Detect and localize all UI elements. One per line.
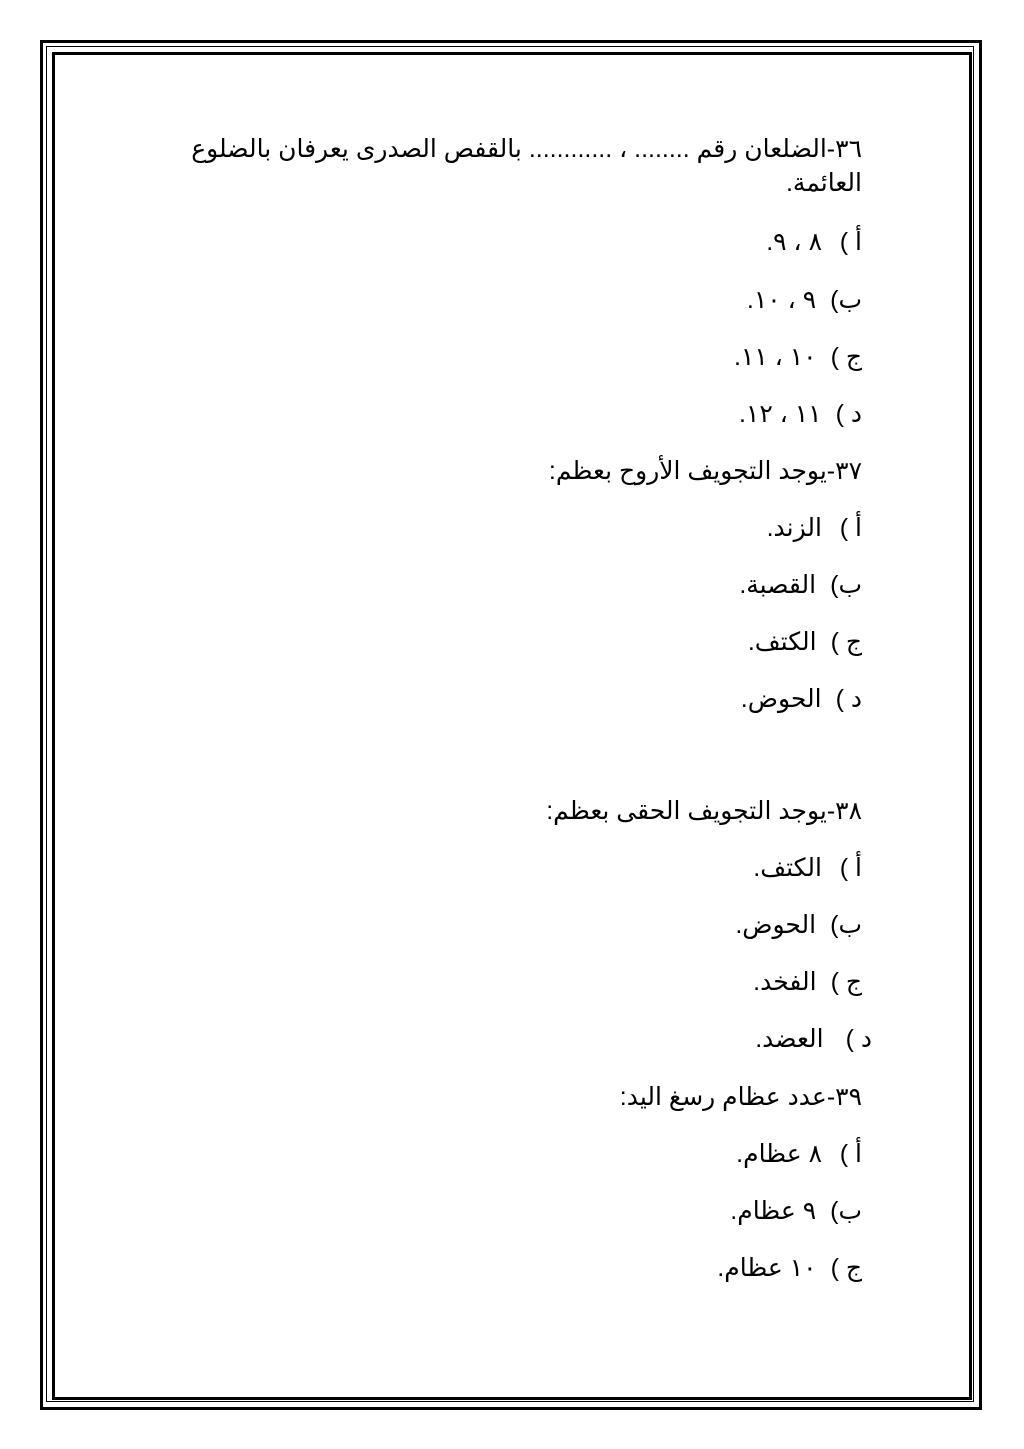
option-text: ٩ عظام.: [730, 1197, 817, 1225]
question-37-text: ٣٧-يوجد التجويف الأروح بعظم:: [548, 457, 862, 485]
option-letter: د ): [835, 400, 862, 428]
question-38-option-d: [755, 1024, 872, 1054]
question-38-option-b: [735, 910, 862, 940]
option-letter: ج ): [830, 628, 862, 656]
option-text: القصبة.: [739, 571, 817, 599]
option-text: الحوض.: [735, 911, 817, 939]
option-letter: ج ): [830, 968, 862, 996]
option-text: ٨ عظام.: [736, 1140, 822, 1168]
option-text: العضد.: [755, 1025, 824, 1053]
option-letter: ب): [830, 911, 862, 939]
option-letter: د ): [835, 685, 862, 713]
option-text: ٩ ، ١٠.: [746, 286, 817, 314]
question-36-text: ٣٦-الضلعان رقم ........ ، ............ بالقفص الصدرى يعرفان بالضلوع العائمة.: [191, 135, 862, 197]
option-letter: د ): [845, 1025, 872, 1053]
question-37-option-c: [748, 627, 862, 657]
option-text: الزند.: [766, 514, 822, 542]
option-letter: ب): [830, 286, 862, 314]
option-letter: أ ): [839, 854, 862, 882]
question-36-option-a: [766, 227, 862, 257]
question-36-option-d: [739, 399, 862, 429]
question-37-option-d: [741, 684, 862, 714]
question-38-option-c: [753, 967, 862, 997]
option-text: ١١ ، ١٢.: [738, 400, 822, 428]
option-text: الكتف.: [753, 854, 822, 882]
option-text: الكتف.: [747, 628, 817, 656]
question-39-option-c: [717, 1253, 862, 1283]
question-38-option-a: [753, 853, 862, 883]
option-letter: أ ): [839, 514, 862, 542]
question-39-option-a: [736, 1139, 862, 1169]
question-39-text: ٣٩-عدد عظام رسغ اليد:: [619, 1083, 862, 1111]
option-text: ٨ ، ٩.: [766, 228, 822, 256]
question-36-option-c: [734, 342, 862, 372]
option-text: ١٠ عظام.: [717, 1254, 817, 1282]
question-37-option-a: [767, 513, 862, 543]
question-39-option-b: [730, 1196, 862, 1226]
option-text: الحوض.: [740, 685, 822, 713]
option-text: الفخد.: [753, 968, 817, 996]
option-letter: ج ): [830, 343, 862, 371]
option-letter: ب): [830, 1197, 862, 1225]
option-letter: ب): [830, 571, 862, 599]
option-letter: أ ): [839, 228, 862, 256]
option-letter: ج ): [830, 1254, 862, 1282]
question-37-option-b: [739, 570, 862, 600]
option-text: ١٠ ، ١١.: [733, 343, 817, 371]
question-38-text: ٣٨-يوجد التجويف الحقى بعظم:: [546, 797, 862, 825]
question-36-option-b: [747, 285, 862, 315]
option-letter: أ ): [839, 1140, 862, 1168]
